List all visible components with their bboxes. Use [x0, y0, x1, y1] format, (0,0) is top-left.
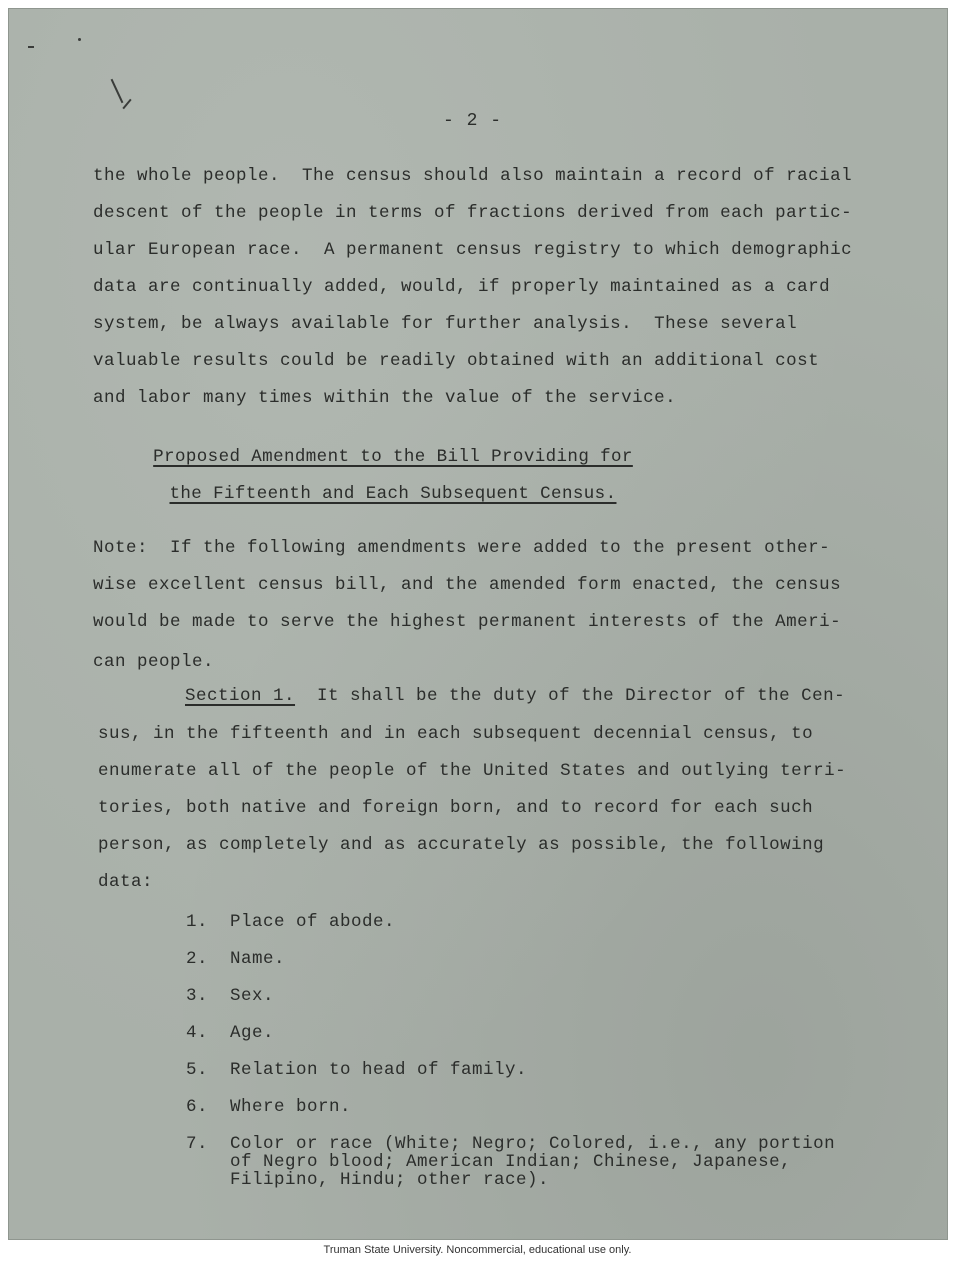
- text-line: the whole people. The census should also maintain a record of racial: [93, 166, 853, 186]
- text-line: data are continually added, would, if properly maintained as a card: [93, 277, 831, 297]
- text-line: system, be always available for further analysis. These several: [93, 314, 798, 334]
- text-line: ular European race. A permanent census registry to which demographic: [93, 240, 853, 260]
- list-number: 7.: [186, 1134, 209, 1154]
- list-text: Relation to head of family.: [230, 1060, 528, 1080]
- list-item: [186, 1024, 274, 1042]
- ink-dot: [78, 38, 81, 41]
- ink-dot: [28, 46, 34, 48]
- list-text: Place of abode.: [230, 912, 396, 932]
- list-text: Sex.: [230, 986, 275, 1006]
- list-text: Color or race (White; Negro; Colored, i.e., any portion of Negro blood; American Indian; Chinese, Japanese, Filipino, Hindu; other race).: [230, 1134, 836, 1190]
- list-number: 4.: [186, 1023, 209, 1043]
- text-line: sus, in the fifteenth and in each subsequent decennial census, to: [98, 724, 814, 744]
- text-line: descent of the people in terms of fractions derived from each partic-: [93, 203, 853, 223]
- section-label: Section 1.: [185, 686, 296, 706]
- list-number: 2.: [186, 949, 209, 969]
- document-page: [8, 8, 948, 1240]
- list-number: 6.: [186, 1097, 209, 1117]
- list-text: Where born.: [230, 1097, 352, 1117]
- heading-line-2: [8, 484, 778, 504]
- scribble-mark: [111, 79, 124, 103]
- list-number: 5.: [186, 1060, 209, 1080]
- text-line: Note: If the following amendments were added to the present other-: [93, 538, 831, 558]
- text-line: valuable results could be readily obtained with an additional cost: [93, 351, 820, 371]
- list-text: Name.: [230, 949, 286, 969]
- text-line: would be made to serve the highest permanent interests of the Ameri-: [93, 612, 842, 632]
- text-line: tories, both native and foreign born, and to record for each such: [98, 798, 814, 818]
- section-first-line: [185, 688, 845, 706]
- text-line: wise excellent census bill, and the amended form enacted, the census: [93, 575, 842, 595]
- list-item: [186, 1061, 527, 1079]
- list-text: Age.: [230, 1023, 275, 1043]
- text-segment: It shall be the duty of the Director of the Cen-: [295, 686, 846, 706]
- list-number: 3.: [186, 986, 209, 1006]
- text-line: can people.: [93, 652, 215, 672]
- list-item: [186, 913, 395, 931]
- scribble-mark: [122, 99, 131, 109]
- footer-credit: Truman State University. Noncommercial, educational use only.: [323, 1244, 632, 1256]
- list-item: [186, 950, 285, 968]
- heading-text: the Fifteenth and Each Subsequent Census.: [169, 484, 617, 504]
- list-item: [186, 1135, 835, 1189]
- text-line: and labor many times within the value of the service.: [93, 388, 677, 408]
- heading-text: Proposed Amendment to the Bill Providing for: [153, 447, 633, 467]
- text-line: data:: [98, 872, 154, 892]
- list-item: [186, 1098, 351, 1116]
- page-number: - 2 -: [443, 111, 503, 131]
- list-number: 1.: [186, 912, 209, 932]
- heading-line-1: [8, 447, 778, 467]
- text-line: enumerate all of the people of the United States and outlying terri-: [98, 761, 847, 781]
- list-item: [186, 987, 274, 1005]
- text-line: person, as completely and as accurately as possible, the following: [98, 835, 825, 855]
